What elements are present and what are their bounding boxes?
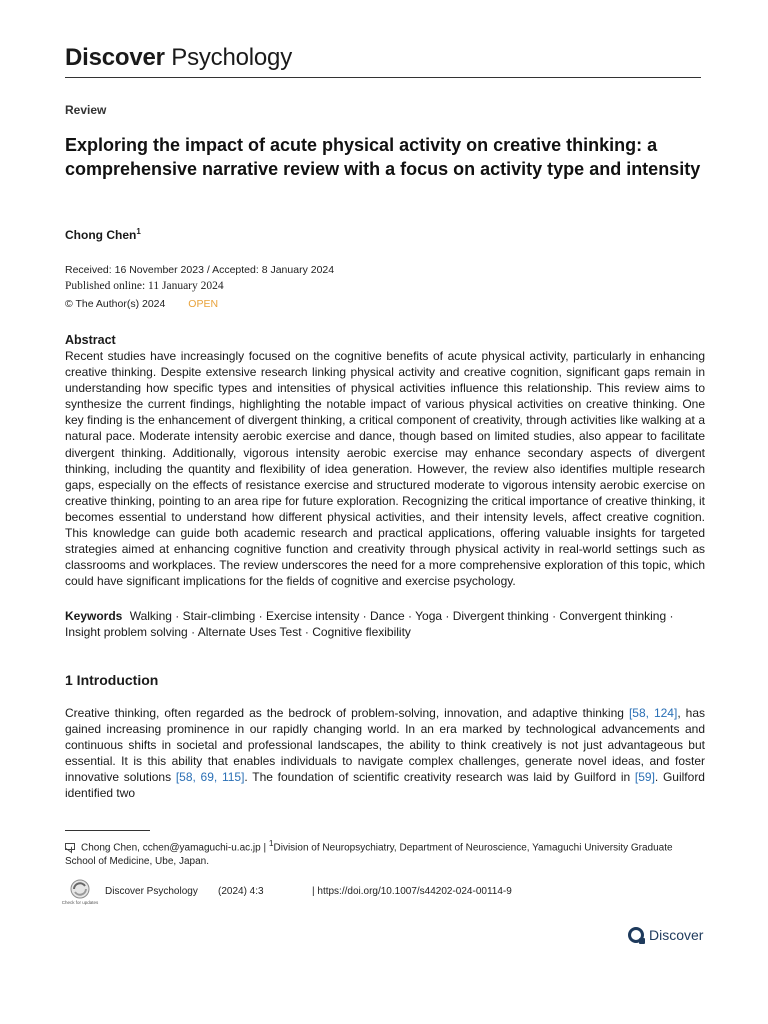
footer-volume: (2024) 4:3 xyxy=(218,886,264,897)
footer-journal: Discover Psychology xyxy=(105,886,198,897)
abstract-heading: Abstract xyxy=(65,333,116,347)
affiliation-sup: 1 xyxy=(268,838,274,848)
journal-name-rest: Psychology xyxy=(171,44,292,71)
article-type: Review xyxy=(65,103,107,117)
citation-link[interactable]: [58, 124] xyxy=(628,706,678,720)
received-accepted: Received: 16 November 2023 / Accepted: 8 January 2024 xyxy=(65,264,335,276)
keywords xyxy=(65,608,705,640)
citation-link[interactable]: [58, 69, 115] xyxy=(175,770,245,785)
intro-text-part: Creative thinking, often regarded as the bedrock of problem-solving, innovation, and adaptive thinking xyxy=(65,706,629,720)
footnote-divider xyxy=(65,830,150,831)
introduction-heading: 1 Introduction xyxy=(65,672,159,688)
corresponding-contact[interactable]: Chong Chen, cchen@yamaguchi-u.ac.jp | xyxy=(81,842,269,854)
affiliation-text: Division of Neuropsychiatry, Department of Neuroscience, Yamaguchi University Graduate School of Medicine, Ube, Japan. xyxy=(65,842,673,868)
badge-text: Check for updates xyxy=(61,900,99,905)
journal-name-bold: Discover xyxy=(65,44,165,71)
doi-link[interactable]: | https://doi.org/10.1007/s44202-024-00114-9 xyxy=(312,886,512,897)
discover-logo xyxy=(628,927,703,943)
header-divider xyxy=(65,77,701,78)
check-for-updates-icon[interactable] xyxy=(61,878,99,910)
author-line[interactable] xyxy=(65,227,141,242)
article-title: Exploring the impact of acute physical activity on creative thinking: a comprehensive narrative review with a focus on activity type and intensity xyxy=(65,135,701,179)
published-online: Published online: 11 January 2024 xyxy=(65,280,224,292)
keywords-list: Walking · Stair-climbing · Exercise intensity · Dance · Yoga · Divergent thinking · Convergent thinking · Insight problem solving · Alternate Uses Test · Cognitive flexibility xyxy=(65,609,674,640)
intro-text-part: . Guilford identified two xyxy=(65,770,705,801)
journal-header xyxy=(65,44,292,72)
envelope-icon xyxy=(65,843,75,850)
citation-link[interactable]: [59] xyxy=(634,770,655,785)
author-name[interactable]: Chong Chen xyxy=(65,228,137,242)
intro-text-part: . The foundation of scientific creativity research was laid by Guilford in xyxy=(244,770,635,785)
introduction-paragraph xyxy=(65,705,705,802)
discover-logo-icon xyxy=(628,927,644,943)
copyright-line xyxy=(65,298,218,310)
open-access-badge: OPEN xyxy=(188,298,219,310)
abstract-body: Recent studies have increasingly focused on the cognitive benefits of acute physical activity, particularly in enhancing creative thinking. Despite extensive research linking physical activity and creative cognition, significant gaps remain in understanding how specific types and intensities of physical activities influence this relationship. This review aims to synthesize the current findings, highlighting the notable impact of various physical activities on creative thinking. One key finding is the enhancement of divergent thinking, a critical component of creativity, through activities like walking at a natural pace. Moderate intensity aerobic exercise and dance, though based on limited studies, also appear to facilitate divergent thinking. Additionally, vigorous intensity aerobic exercise may enhance secondary aspects of divergent thinking, including the quantity and flexibility of idea generation. However, the review also identifies multiple research gaps, especially on the effects of resistance exercise and structured moderate to vigorous intensity aerobic exercise on creative thinking, pointing to an area ripe for future exploration. Recognizing the critical importance of creative thinking, it becomes essential to understand how different physical activities, and their intensity levels, affect creative cognition. This knowledge can guide both academic research and practical applications, offering valuable insights for targeted strategies aimed at enhancing cognitive function and creativity through physical activity in real-world settings such as classrooms and workplaces. The review underscores the need for a more comprehensive exploration of this topic, which could have significant implications for the fields of cognitive and exercise psychology. xyxy=(65,349,705,589)
copyright-text: © The Author(s) 2024 xyxy=(65,298,166,310)
footnote xyxy=(65,836,705,869)
author-affiliation-sup: 1 xyxy=(136,227,141,236)
discover-logo-text: Discover xyxy=(649,927,704,943)
keywords-label: Keywords xyxy=(65,609,123,623)
intro-text-part: , has gained increasing prominence in our rapidly changing world. In an era marked by technological advancements and continuous shifts in societal and professional landscapes, the ability to think creatively is not just advantageous but essential. It is this ability that enables individuals to navigate complex challenges, generate novel ideas, and foster innovative solutions xyxy=(65,706,705,785)
